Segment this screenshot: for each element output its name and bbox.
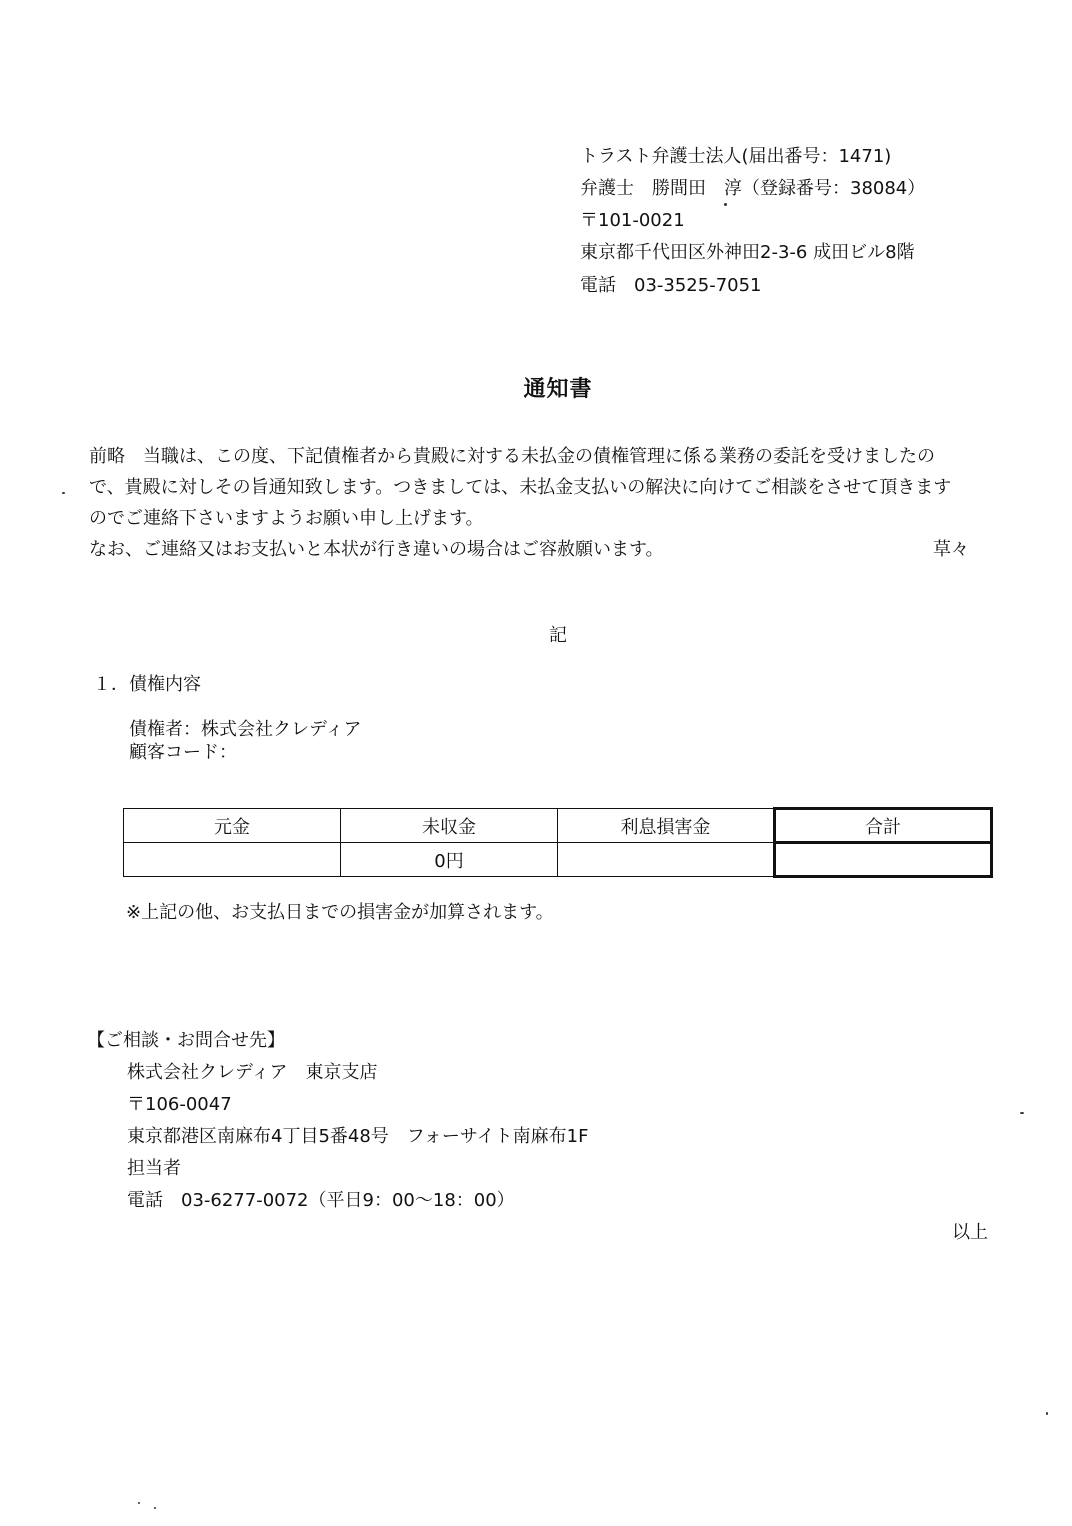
customer-code-line: 顧客コード： — [129, 742, 237, 763]
scan-speck — [1046, 1412, 1048, 1415]
closing-sosou: 草々 — [933, 539, 969, 560]
body-line-1: 前略 当職は、この度、下記債権者から貴殿に対する未払金の債権管理に係る業務の委託を受けましたの — [89, 446, 935, 467]
contact-address: 東京都港区南麻布4丁目5番48号 フォーサイト南麻布1F — [127, 1126, 589, 1147]
scan-speck — [138, 1502, 140, 1504]
sender-postal: 〒101-0021 — [580, 210, 685, 231]
contact-person: 担当者 — [127, 1158, 181, 1179]
body-line-4: なお、ご連絡又はお支払いと本状が行き違いの場合はご容赦願います。 — [89, 539, 664, 560]
ki-marker: 記 — [549, 625, 567, 646]
table-header-row — [124, 809, 992, 843]
sender-firm: トラスト弁護士法人(届出番号：1471) — [580, 146, 892, 167]
sender-address: 東京都千代田区外神田2-3-6 成田ビル8階 — [580, 242, 915, 263]
cell-principal — [124, 843, 341, 877]
cell-interest-damages — [558, 843, 775, 877]
body-line-2: で、貴殿に対しその旨通知致します。つきましては、未払金支払いの解決に向けてご相談をさせて頂きます — [89, 477, 952, 498]
debt-table — [123, 807, 993, 878]
scan-speck — [724, 203, 727, 206]
document-title: 通知書 — [523, 377, 593, 402]
cell-total — [775, 843, 992, 877]
contact-postal: 〒106-0047 — [127, 1094, 232, 1115]
header-total: 合計 — [775, 809, 992, 843]
header-principal: 元金 — [124, 809, 341, 843]
scan-speck — [1020, 1112, 1024, 1114]
body-line-3: のでご連絡下さいますようお願い申し上げます。 — [89, 508, 484, 529]
contact-heading: 【ご相談・お問合せ先】 — [87, 1030, 285, 1051]
cell-unpaid: 0円 — [341, 843, 558, 877]
sender-phone: 電話 03-3525-7051 — [580, 275, 762, 296]
header-interest-damages: 利息損害金 — [558, 809, 775, 843]
creditor-line: 債権者：株式会社クレディア — [129, 719, 362, 740]
header-unpaid: 未収金 — [341, 809, 558, 843]
contact-company: 株式会社クレディア 東京支店 — [127, 1062, 378, 1083]
sender-lawyer: 弁護士 勝間田 淳（登録番号：38084） — [580, 178, 926, 199]
scan-speck — [154, 1507, 156, 1509]
section-heading: １．債権内容 — [93, 674, 201, 695]
table-row — [124, 843, 992, 877]
contact-phone: 電話 03-6277-0072（平日9：00～18：00） — [127, 1190, 515, 1211]
scan-speck — [62, 492, 65, 494]
note-line: ※上記の他、お支払日までの損害金が加算されます。 — [126, 902, 554, 923]
end-marker: 以上 — [952, 1222, 988, 1243]
